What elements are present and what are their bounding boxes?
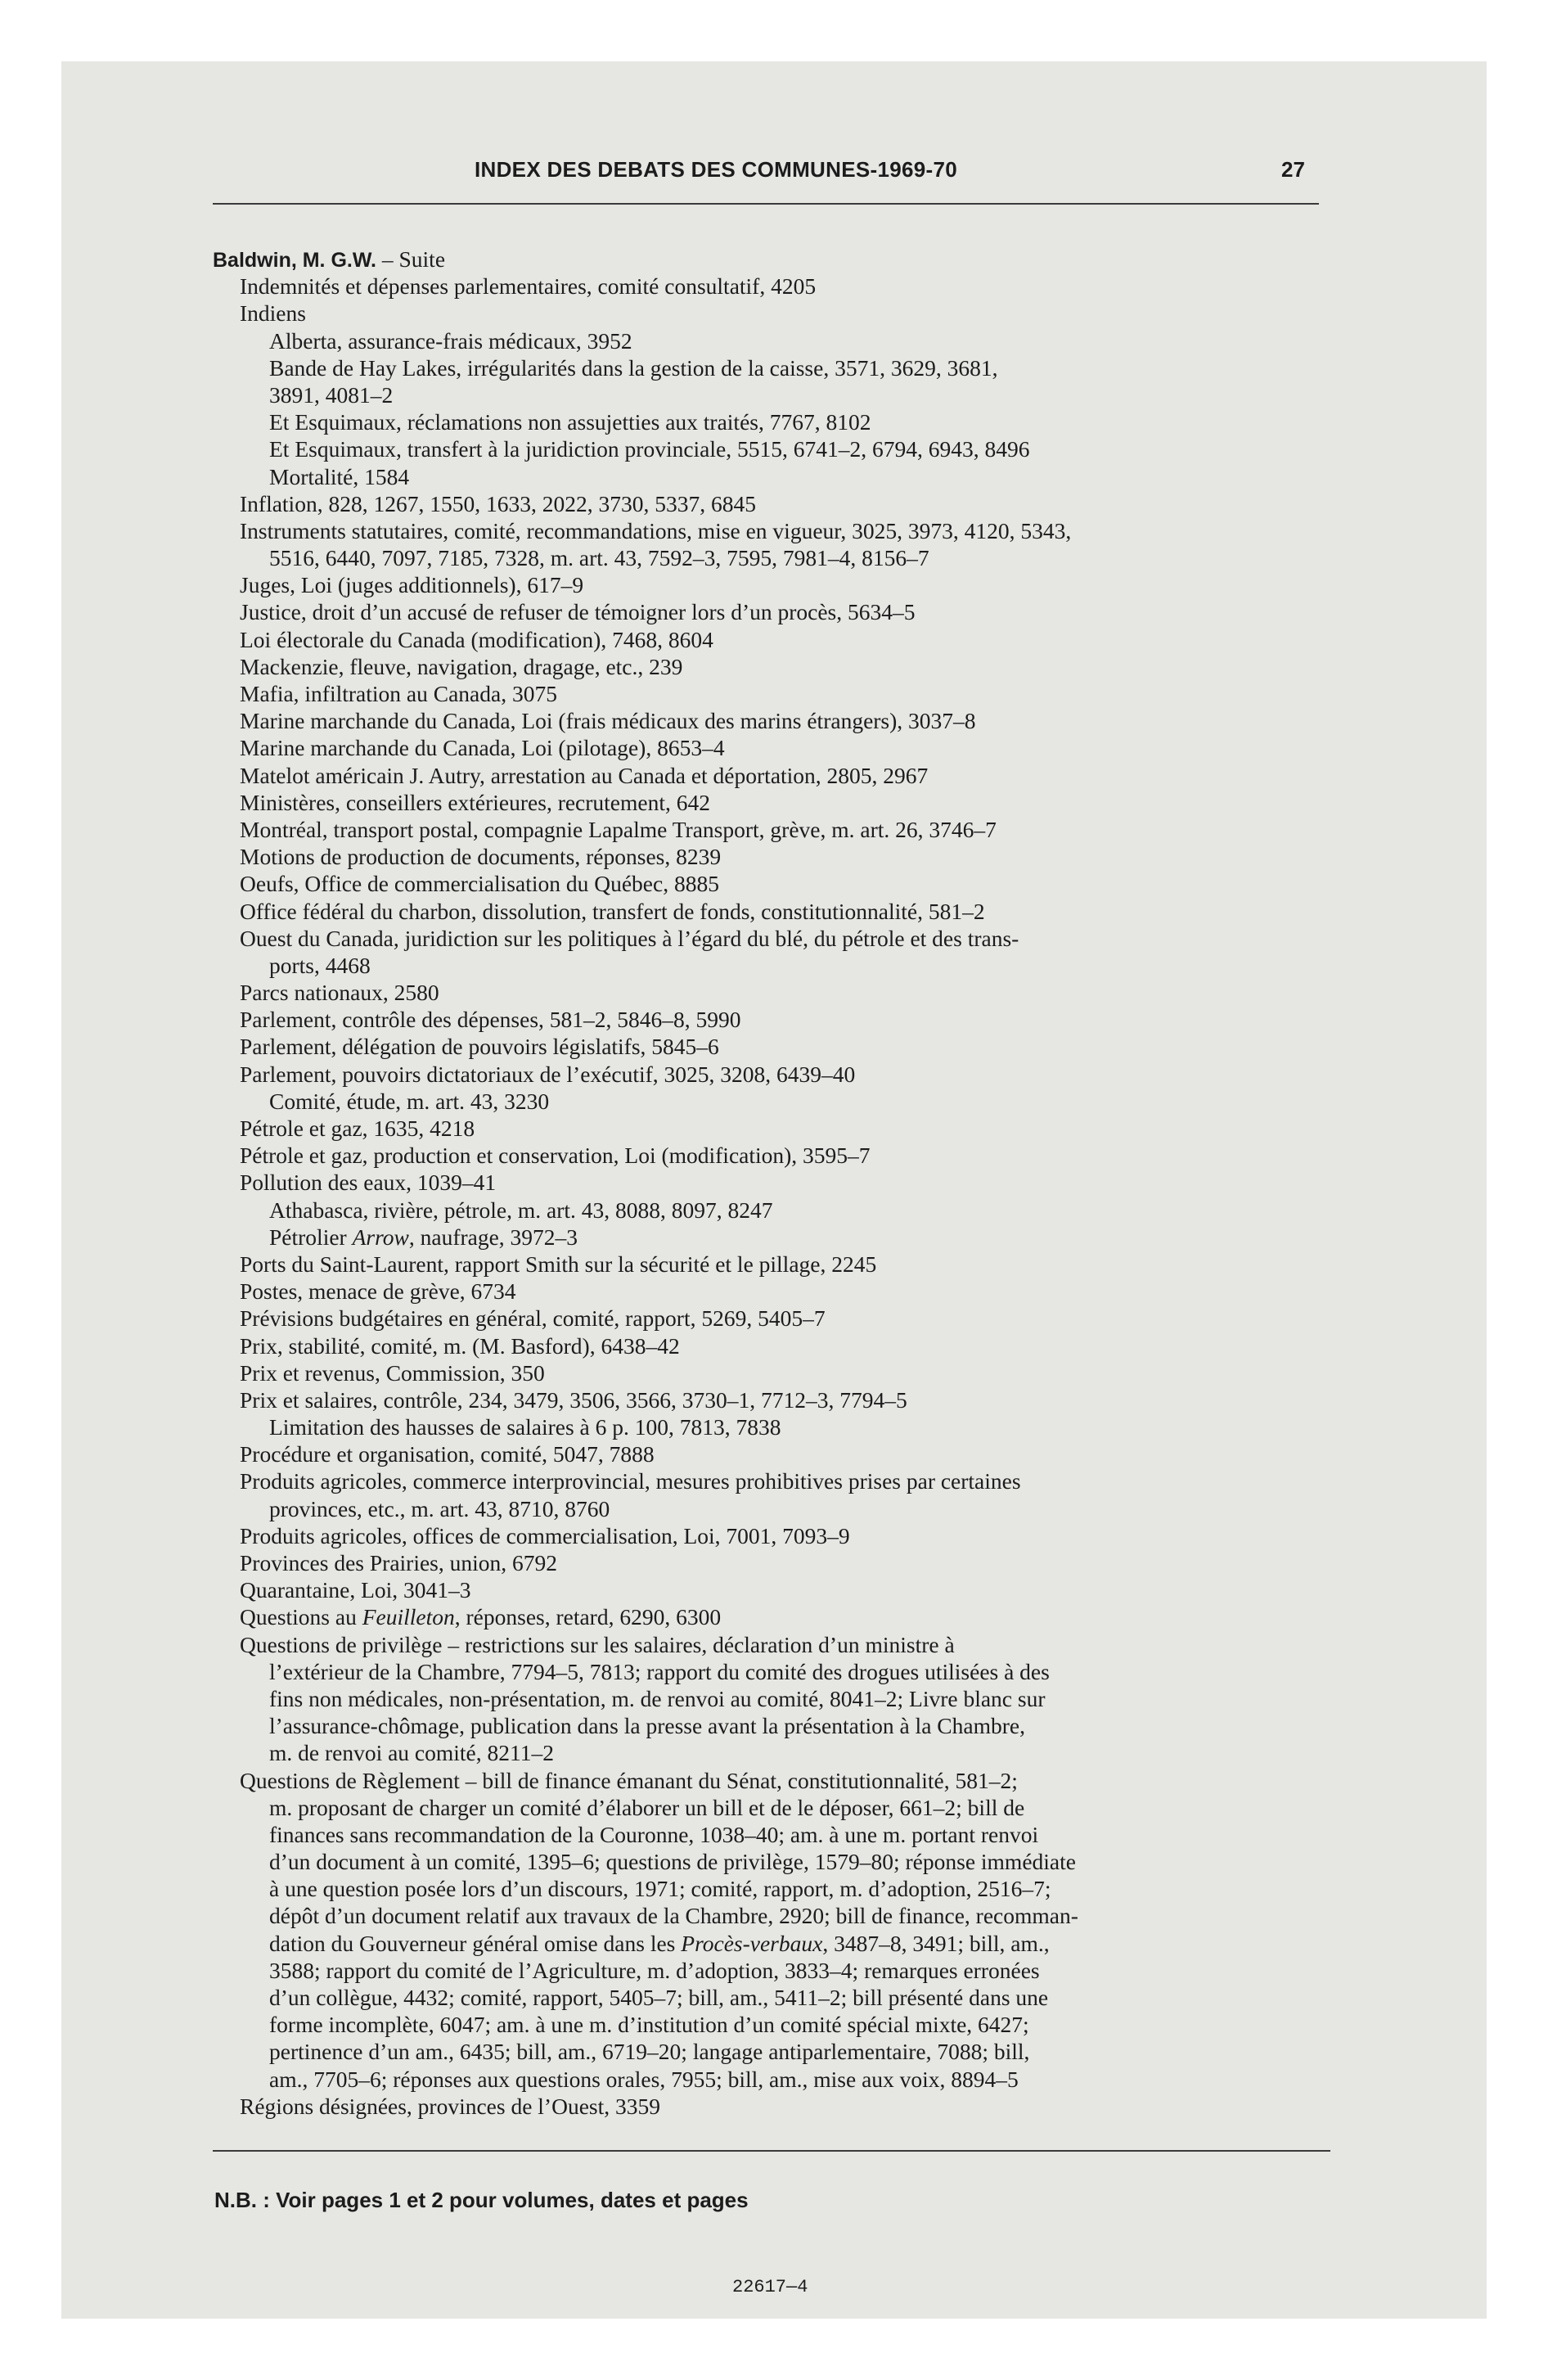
index-entry: Marine marchande du Canada, Loi (frais médicaux des marins étrangers), 3037–8 bbox=[240, 708, 976, 734]
index-entry: Montréal, transport postal, compagnie Lapalme Transport, grève, m. art. 26, 3746–7 bbox=[240, 816, 997, 842]
index-subentry: 3891, 4081–2 bbox=[269, 381, 394, 408]
index-entry: Ouest du Canada, juridiction sur les politiques à l’égard du blé, du pétrole et des trans- bbox=[240, 925, 1019, 951]
index-subentry: m. de renvoi au comité, 8211–2 bbox=[269, 1740, 554, 1766]
index-subentry: 5516, 6440, 7097, 7185, 7328, m. art. 43, 7592–3, 7595, 7981–4, 8156–7 bbox=[269, 545, 929, 571]
index-entry: Provinces des Prairies, union, 6792 bbox=[240, 1550, 558, 1575]
index-subentry: Comité, étude, m. art. 43, 3230 bbox=[269, 1088, 550, 1114]
main-entry-line bbox=[213, 246, 1342, 273]
index-entry: Produits agricoles, offices de commercialisation, Loi, 7001, 7093–9 bbox=[240, 1522, 850, 1548]
index-entry: Juges, Loi (juges additionnels), 617–9 bbox=[240, 572, 584, 598]
index-entry: Indemnités et dépenses parlementaires, comité consultatif, 4205 bbox=[240, 273, 817, 300]
index-entry: Justice, droit d’un accusé de refuser de témoigner lors d’un procès, 5634–5 bbox=[240, 599, 916, 625]
index-entry: Pétrole et gaz, production et conservation, Loi (modification), 3595–7 bbox=[240, 1143, 871, 1169]
index-entry: Motions de production de documents, réponses, 8239 bbox=[240, 844, 722, 870]
index-subentry: am., 7705–6; réponses aux questions orales, 7955; bill, am., mise aux voix, 8894–5 bbox=[269, 2066, 1019, 2092]
index-entry: Matelot américain J. Autry, arrestation au Canada et déportation, 2805, 2967 bbox=[240, 762, 929, 788]
index-entry: Parlement, pouvoirs dictatoriaux de l’exécutif, 3025, 3208, 6439–40 bbox=[240, 1061, 856, 1087]
index-subentry: m. proposant de charger un comité d’élaborer un bill et de le déposer, 661–2; bill de bbox=[269, 1794, 1025, 1820]
index-entry: Ports du Saint-Laurent, rapport Smith sur la sécurité et le pillage, 2245 bbox=[240, 1251, 877, 1277]
index-entry: Régions désignées, provinces de l’Ouest, 3359 bbox=[240, 2093, 661, 2119]
index-entry: Indiens bbox=[240, 300, 306, 327]
index-subentry: l’extérieur de la Chambre, 7794–5, 7813; rapport du comité des drogues utilisées à des bbox=[269, 1658, 1050, 1684]
index-subentry: Mortalité, 1584 bbox=[269, 463, 410, 489]
index-entry: Parlement, contrôle des dépenses, 581–2, 5846–8, 5990 bbox=[240, 1007, 741, 1033]
index-subentry: ports, 4468 bbox=[269, 952, 371, 978]
index-subentry: d’un document à un comité, 1395–6; questions de privilège, 1579–80; réponse immédiate bbox=[269, 1849, 1076, 1875]
index-entry: Pétrole et gaz, 1635, 4218 bbox=[240, 1116, 475, 1141]
index-entry: Prix et salaires, contrôle, 234, 3479, 3506, 3566, 3730–1, 7712–3, 7794–5 bbox=[240, 1386, 907, 1413]
index-subentry: fins non médicales, non-présentation, m. de renvoi au comité, 8041–2; Livre blanc sur bbox=[269, 1685, 1046, 1711]
index-entry: Office fédéral du charbon, dissolution, transfert de fonds, constitutionnalité, 581–2 bbox=[240, 898, 985, 924]
index-subentry: Limitation des hausses de salaires à 6 p. 100, 7813, 7838 bbox=[269, 1414, 781, 1440]
index-entry: Questions de Règlement – bill de finance émanant du Sénat, constitutionnalité, 581–2; bbox=[240, 1767, 1018, 1793]
index-entry: Parcs nationaux, 2580 bbox=[240, 980, 439, 1006]
index-subentry: Bande de Hay Lakes, irrégularités dans la gestion de la caisse, 3571, 3629, 3681, bbox=[269, 354, 998, 381]
index-subentry: forme incomplète, 6047; am. à une m. d’institution d’un comité spécial mixte, 6427; bbox=[269, 2012, 1029, 2038]
index-subentry: Et Esquimaux, réclamations non assujetties aux traités, 7767, 8102 bbox=[269, 409, 871, 435]
index-content bbox=[213, 246, 1342, 2120]
index-subentry: Athabasca, rivière, pétrole, m. art. 43, 8088, 8097, 8247 bbox=[269, 1197, 773, 1223]
index-entry: Quarantaine, Loi, 3041–3 bbox=[240, 1577, 471, 1603]
index-subentry: à une question posée lors d’un discours, 1971; comité, rapport, m. d’adoption, 2516–7; bbox=[269, 1876, 1051, 1902]
index-subentry: d’un collègue, 4432; comité, rapport, 5405–7; bill, am., 5411–2; bill présenté dans une bbox=[269, 1985, 1049, 2010]
index-entry: Oeufs, Office de commercialisation du Québec, 8885 bbox=[240, 871, 719, 897]
index-entry: Prévisions budgétaires en général, comité, rapport, 5269, 5405–7 bbox=[240, 1305, 826, 1332]
index-subentry: dépôt d’un document relatif aux travaux de la Chambre, 2920; bill de finance, recomman- bbox=[269, 1903, 1078, 1929]
index-entry: Questions au Feuilleton, réponses, retard, 6290, 6300 bbox=[240, 1604, 722, 1630]
page-number: 27 bbox=[1281, 157, 1305, 182]
header-rule bbox=[213, 203, 1319, 205]
index-entry: Pollution des eaux, 1039–41 bbox=[240, 1170, 497, 1196]
index-subentry: dation du Gouverneur général omise dans les Procès-verbaux, 3487–8, 3491; bill, am., bbox=[269, 1930, 1050, 1956]
footer-rule bbox=[213, 2150, 1330, 2152]
index-entry: Instruments statutaires, comité, recommandations, mise en vigueur, 3025, 3973, 4120, 5343, bbox=[240, 517, 1072, 543]
index-entry: Inflation, 828, 1267, 1550, 1633, 2022, 3730, 5337, 6845 bbox=[240, 490, 756, 516]
index-subentry: Alberta, assurance-frais médicaux, 3952 bbox=[269, 327, 632, 354]
index-entry: Mafia, infiltration au Canada, 3075 bbox=[240, 681, 557, 706]
index-subentry: Et Esquimaux, transfert à la juridiction provinciale, 5515, 6741–2, 6794, 6943, 8496 bbox=[269, 436, 1030, 462]
running-header-title: INDEX DES DEBATS DES COMMUNES-1969-70 bbox=[475, 157, 957, 182]
index-entry: Produits agricoles, commerce interprovincial, mesures prohibitives prises par certaines bbox=[240, 1468, 1021, 1494]
index-entry: Loi électorale du Canada (modification), 7468, 8604 bbox=[240, 626, 713, 652]
index-subentry: l’assurance-chômage, publication dans la presse avant la présentation à la Chambre, bbox=[269, 1713, 1025, 1739]
index-entry: Parlement, délégation de pouvoirs législatifs, 5845–6 bbox=[240, 1034, 719, 1060]
index-entries bbox=[213, 273, 1342, 2120]
index-entry: Ministères, conseillers extérieures, recrutement, 642 bbox=[240, 789, 711, 815]
index-entry: Marine marchande du Canada, Loi (pilotage), 8653–4 bbox=[240, 735, 725, 761]
index-subentry: finances sans recommandation de la Couronne, 1038–40; am. à une m. portant renvoi bbox=[269, 1821, 1039, 1847]
index-entry: Questions de privilège – restrictions sur les salaires, déclaration d’un ministre à bbox=[240, 1631, 955, 1657]
index-subentry: Pétrolier Arrow, naufrage, 3972–3 bbox=[269, 1224, 578, 1250]
index-entry: Mackenzie, fleuve, navigation, dragage, etc., 239 bbox=[240, 653, 683, 679]
main-entry-continuation: – Suite bbox=[376, 246, 446, 272]
index-entry: Postes, menace de grève, 6734 bbox=[240, 1278, 516, 1305]
index-entry: Procédure et organisation, comité, 5047, 7888 bbox=[240, 1441, 655, 1467]
print-code: 22617—4 bbox=[732, 2277, 808, 2297]
index-entry: Prix et revenus, Commission, 350 bbox=[240, 1359, 545, 1386]
index-entry: Prix, stabilité, comité, m. (M. Basford), 6438–42 bbox=[240, 1332, 680, 1359]
index-subentry: pertinence d’un am., 6435; bill, am., 6719–20; langage antiparlementaire, 7088; bill, bbox=[269, 2039, 1030, 2065]
index-subentry: 3588; rapport du comité de l’Agriculture, m. d’adoption, 3833–4; remarques erronées bbox=[269, 1957, 1040, 1983]
index-subentry: provinces, etc., m. art. 43, 8710, 8760 bbox=[269, 1495, 610, 1521]
main-entry-heading: Baldwin, M. G.W. bbox=[213, 249, 376, 272]
reference-note: N.B. : Voir pages 1 et 2 pour volumes, dates et pages bbox=[214, 2188, 749, 2212]
